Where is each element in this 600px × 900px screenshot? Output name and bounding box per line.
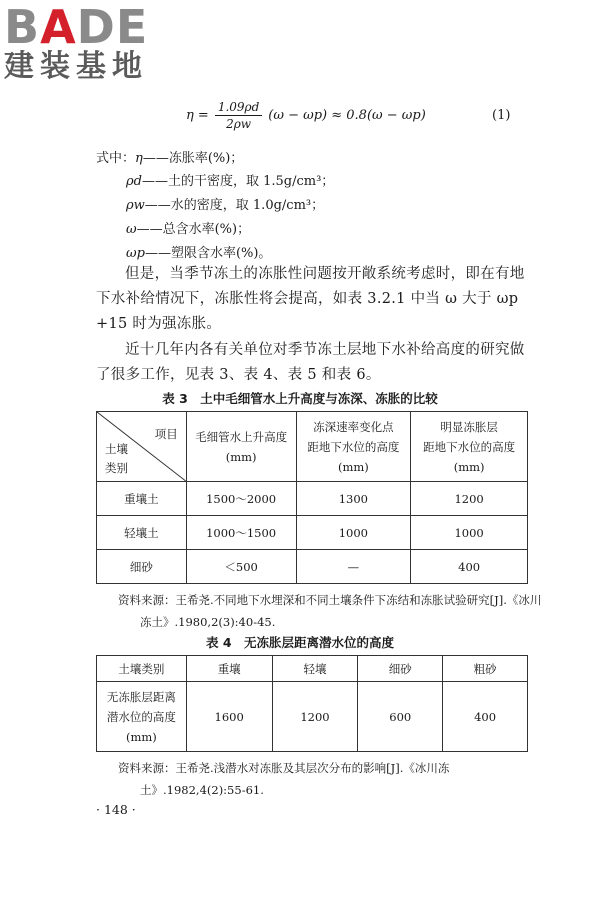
table4-source: 资料来源：王希尧.浅潜水对冻胀及其层次分布的影响[J].《冰川冻土》.1982,4(2):55-61. <box>118 761 450 797</box>
definition-text: ——总含水率(%)； <box>136 222 251 237</box>
formula-rhs: (ω − ωp) ≈ 0.8(ω − ωp) <box>268 108 426 123</box>
table-row <box>97 482 528 516</box>
table4-header: 细砂 <box>358 656 443 682</box>
table3-header: 明显冻胀层 距地下水位的高度 (mm) <box>411 412 528 482</box>
definition-item <box>126 242 271 261</box>
table-row <box>97 550 528 584</box>
logo <box>4 0 184 84</box>
paragraph: 近十几年内各有关单位对季节冻土层地下水补给高度的研究做了很多工作，见表 3、表 4、表 5 和表 6。 <box>96 342 525 383</box>
table3-cell: 细砂 <box>97 550 187 584</box>
table-row <box>97 656 528 682</box>
table3-cell: 1500～2000 <box>186 482 296 516</box>
definition-symbol: ωp <box>126 246 145 261</box>
table3-header: 毛细管水上升高度 (mm) <box>186 412 296 482</box>
definition-symbol: ρw <box>126 198 145 213</box>
table3-corner-cell <box>97 412 187 482</box>
table4-cell: 400 <box>443 682 528 752</box>
formula-denominator: 2ρw <box>226 117 252 131</box>
paragraph: 但是，当季节冻土的冻胀性问题按开敞系统考虑时，即在有地下水补给情况下，冻胀性将会提高，如表 3.2.1 中当 ω 大于 ωp +15 时为强冻胀。 <box>96 266 525 332</box>
table4-header: 重壤 <box>186 656 272 682</box>
table3-corner-bottom: 土壤 类别 <box>105 442 128 475</box>
table4-header: 粗砂 <box>443 656 528 682</box>
table4-header: 轻壤 <box>272 656 358 682</box>
definition-item <box>126 218 250 237</box>
equation-number: (1) <box>492 108 511 123</box>
table3-cell: 重壤土 <box>97 482 187 516</box>
definition-text: ——塑限含水率(%)。 <box>144 246 272 261</box>
table3 <box>96 411 528 584</box>
table3-source: 资料来源：王希尧.不同地下水埋深和不同土壤条件下冻结和冻胀试验研究[J].《冰川冻土》.1980,2(3):40-45. <box>118 593 542 629</box>
definition-item <box>126 170 334 189</box>
table4-header: 土壤类别 <box>97 656 187 682</box>
table3-cell: 1000～1500 <box>186 516 296 550</box>
definition-item <box>126 194 324 213</box>
definition-symbol: ω <box>126 222 137 237</box>
formula-numerator: 1.09ρd <box>215 100 262 116</box>
table4-cell: 1200 <box>272 682 358 752</box>
table3-cell: — <box>296 550 411 584</box>
definition-text: ——冻胀率(%)； <box>142 151 244 166</box>
definition-text: ——水的密度，取 1.0g/cm³； <box>144 198 325 213</box>
table3-cell: 400 <box>411 550 528 584</box>
logo-chinese: 建装基地 <box>4 49 148 84</box>
table3-header: 冻深速率变化点 距地下水位的高度 (mm) <box>296 412 411 482</box>
definitions-lead: 式中： <box>96 151 136 166</box>
definition-symbol: ρd <box>126 174 142 189</box>
table3-cell: 1000 <box>296 516 411 550</box>
formula <box>186 100 426 131</box>
table3-corner-top: 项目 <box>154 427 178 441</box>
table3-cell: ＜500 <box>186 550 296 584</box>
table3-cell: 轻壤土 <box>97 516 187 550</box>
table4-cell: 600 <box>358 682 443 752</box>
formula-fraction <box>215 100 262 131</box>
definition-symbol: η <box>135 151 143 166</box>
definition-item <box>96 147 243 166</box>
table4-row-label: 无冻胀层距离 潜水位的高度 (mm) <box>97 682 187 752</box>
table3-cell: 1200 <box>411 482 528 516</box>
table3-cell: 1300 <box>296 482 411 516</box>
table4-cell: 1600 <box>186 682 272 752</box>
formula-lhs: η = <box>186 108 209 123</box>
table-row <box>97 516 528 550</box>
table4 <box>96 655 528 752</box>
page-number: · 148 · <box>96 802 136 817</box>
table-row <box>97 682 528 752</box>
table4-caption: 表 4 无冻胀层距离潜水位的高度 <box>205 635 395 650</box>
table3-cell: 1000 <box>411 516 528 550</box>
logo-brand: BADE <box>4 0 149 54</box>
definition-text: ——土的干密度，取 1.5g/cm³； <box>141 174 335 189</box>
table3-caption: 表 3 土中毛细管水上升高度与冻深、冻胀的比较 <box>162 391 438 406</box>
